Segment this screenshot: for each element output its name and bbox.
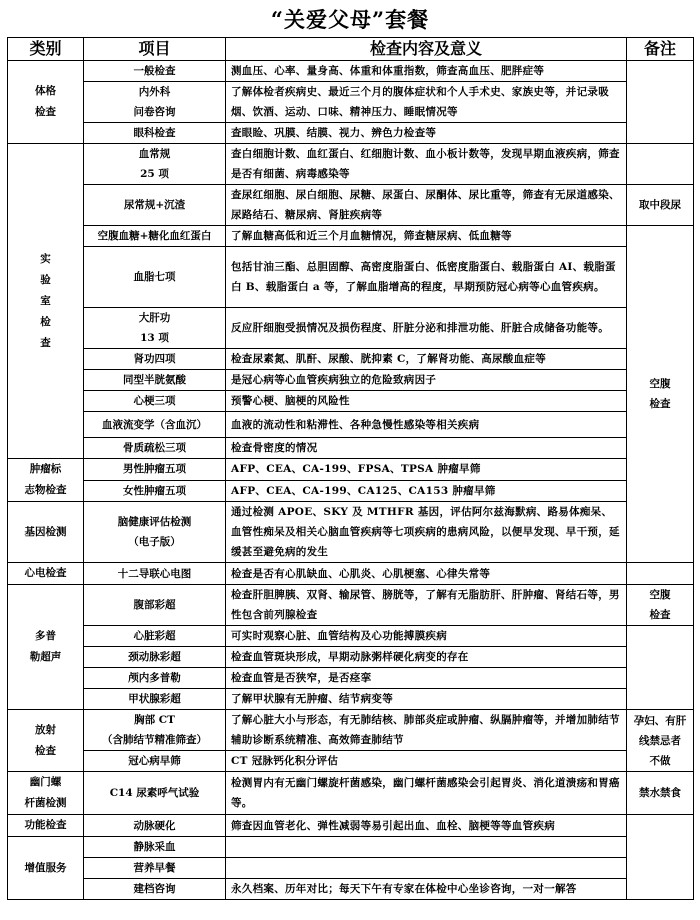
content-cell: 可实时观察心脏、血管结构及心功能搏膜疾病 — [226, 626, 627, 647]
item-cell: 血脂七项 — [84, 247, 226, 308]
item-cell: 动脉硬化 — [84, 815, 226, 837]
header-item: 项目 — [84, 38, 226, 61]
content-cell: 预警心梗、脑梗的风险性 — [226, 391, 627, 412]
note-radiation: 孕妇、有肝 线禁忌者 不做 — [627, 710, 694, 772]
content-cell: 血液的流动性和粘滞性、各种急慢性感染等相关疾病 — [226, 412, 627, 438]
header-note: 备注 — [627, 38, 694, 61]
table-row — [8, 480, 694, 502]
item-cell: 冠心病早筛 — [84, 751, 226, 772]
item-cell: 颅内多普勒 — [84, 668, 226, 689]
table-row — [8, 185, 694, 226]
table-row — [8, 879, 694, 900]
content-cell: 反应肝细胞受损情况及损伤程度、肝脏分泌和排泄功能、肝脏合成储备功能等。 — [226, 308, 627, 349]
table-row — [8, 585, 694, 626]
table-row — [8, 626, 694, 647]
category-ecg: 心电检查 — [8, 563, 84, 585]
content-cell: 检查尿素氮、肌酐、尿酸、胱抑素 C，了解肾功能、高尿酸血症等 — [226, 349, 627, 370]
content-cell: 了解血糖高低和近三个月血糖情况，筛查糖尿病、低血糖等 — [226, 226, 627, 247]
content-cell: 是冠心病等心血管疾病独立的危险致病因子 — [226, 370, 627, 391]
content-cell: 检测胃内有无幽门螺旋杆菌感染，幽门螺杆菌感染会引起胃炎、消化道溃疡和胃癌等。 — [226, 772, 627, 815]
item-cell: 骨质疏松三项 — [84, 438, 226, 459]
category-value-added: 增值服务 — [8, 837, 84, 900]
item-cell: 胸部 CT （含肺结节精准筛查） — [84, 710, 226, 751]
package-table — [7, 37, 694, 900]
item-cell: 血液流变学（含血沉） — [84, 412, 226, 438]
table-row — [8, 308, 694, 349]
category-lab: 实 验 室 检 查 — [8, 144, 84, 459]
content-cell: 永久档案、历年对比；每天下午有专家在体检中心坐诊咨询，一对一解答 — [226, 879, 627, 900]
note-hp: 禁水禁食 — [627, 772, 694, 815]
item-cell: 血常规 25 项 — [84, 144, 226, 185]
table-row — [8, 247, 694, 308]
content-cell: 了解心脏大小与形态，有无肺结核、肺部炎症或肿瘤、纵膈肿瘤等，并增加肺结节辅助诊断系统精准、高效筛查肺结节 — [226, 710, 627, 751]
content-cell: 了解体检者疾病史、最近三个月的腹体症状和个人手术史、家族史等，并记录吸烟、饮酒、运动、口味、精神压力、睡眠情况等 — [226, 82, 627, 123]
note-cell — [627, 61, 694, 144]
item-cell: 一般检查 — [84, 61, 226, 82]
table-row — [8, 668, 694, 689]
table-row — [8, 412, 694, 438]
item-cell: 腹部彩超 — [84, 585, 226, 626]
category-physical: 体格 检查 — [8, 61, 84, 144]
table-row — [8, 61, 694, 82]
table-row — [8, 647, 694, 668]
category-gene: 基因检测 — [8, 502, 84, 563]
category-tumor: 肿瘤标 志物检查 — [8, 459, 84, 502]
item-cell: 营养早餐 — [84, 858, 226, 879]
item-cell: 建档咨询 — [84, 879, 226, 900]
item-cell: 尿常规+沉渣 — [84, 185, 226, 226]
content-cell: 查尿红细胞、尿白细胞、尿糖、尿蛋白、尿酮体、尿比重等，筛查有无尿道感染、尿路结石、糖尿病、肾脏疾病等 — [226, 185, 627, 226]
content-cell: AFP、CEA、CA-199、FPSA、TPSA 肿瘤早筛 — [226, 459, 627, 481]
item-cell: 同型半胱氨酸 — [84, 370, 226, 391]
table-row — [8, 123, 694, 144]
table-row — [8, 391, 694, 412]
item-cell: 静脉采血 — [84, 837, 226, 858]
content-cell: AFP、CEA、CA-199、CA125、CA153 肿瘤早筛 — [226, 480, 627, 502]
table-row — [8, 858, 694, 879]
table-row — [8, 689, 694, 710]
content-cell: 检查骨密度的情况 — [226, 438, 627, 459]
table-row — [8, 563, 694, 585]
content-cell: 通过检测 APOE、SKY 及 MTHFR 基因，评估阿尔兹海默病、路易体痴呆、血管性痴呆及相关心脑血管疾病等七项疾病的患病风险，以便早发现、早干预，延缓甚至避免病的发生 — [226, 502, 627, 563]
note-cell — [627, 815, 694, 900]
table-row — [8, 772, 694, 815]
table-row — [8, 815, 694, 837]
item-cell: 心梗三项 — [84, 391, 226, 412]
item-cell: 十二导联心电图 — [84, 563, 226, 585]
content-cell — [226, 858, 627, 879]
item-cell: 内外科 问卷咨询 — [84, 82, 226, 123]
item-cell: 大肝功 13 项 — [84, 308, 226, 349]
content-cell — [226, 837, 627, 858]
category-radiation: 放射 检查 — [8, 710, 84, 772]
content-cell: 查白细胞计数、血红蛋白、红细胞计数、血小板计数等，发现早期血液疾病，筛查是否有细菌、病毒感染等 — [226, 144, 627, 185]
note-fasting: 空腹 检查 — [627, 226, 694, 563]
content-cell: 检查血管斑块形成，早期动脉粥样硬化病变的存在 — [226, 647, 627, 668]
item-cell: 心脏彩超 — [84, 626, 226, 647]
page-title: “关爱父母”套餐 — [270, 7, 430, 32]
content-cell: 检查血管是否狭窄，是否痉挛 — [226, 668, 627, 689]
content-cell: 检查是否有心肌缺血、心肌炎、心肌梗塞、心律失常等 — [226, 563, 627, 585]
table-row — [8, 349, 694, 370]
header-content: 检查内容及意义 — [226, 38, 627, 61]
table-row — [8, 144, 694, 185]
item-cell: 女性肿瘤五项 — [84, 480, 226, 502]
table-row — [8, 502, 694, 563]
content-cell: 了解甲状腺有无肿瘤、结节病变等 — [226, 689, 627, 710]
item-cell: 男性肿瘤五项 — [84, 459, 226, 481]
item-cell: 眼科检查 — [84, 123, 226, 144]
table-row — [8, 837, 694, 858]
item-cell: 空腹血糖+糖化血红蛋白 — [84, 226, 226, 247]
item-cell: 甲状腺彩超 — [84, 689, 226, 710]
note-abdomen: 空腹 检查 — [627, 585, 694, 626]
content-cell: 筛查因血管老化、弹性减弱等易引起出血、血栓、脑梗等等血管疾病 — [226, 815, 627, 837]
note-urine: 取中段尿 — [627, 185, 694, 226]
category-ultrasound: 多普 勒超声 — [8, 585, 84, 710]
note-cell — [627, 563, 694, 585]
note-cell — [627, 626, 694, 710]
content-cell: 包括甘油三酯、总胆固醇、高密度脂蛋白、低密度脂蛋白、载脂蛋白 AI、载脂蛋白 B、载脂蛋白 a 等，了解血脂增高的程度，早期预防冠心病等心血管疾病。 — [226, 247, 627, 308]
table-row — [8, 459, 694, 481]
item-cell: 脑健康评估检测 （电子版） — [84, 502, 226, 563]
table-row — [8, 82, 694, 123]
table-row — [8, 370, 694, 391]
content-cell: CT 冠脉钙化积分评估 — [226, 751, 627, 772]
item-cell: C14 尿素呼气试验 — [84, 772, 226, 815]
item-cell: 颈动脉彩超 — [84, 647, 226, 668]
table-row — [8, 226, 694, 247]
content-cell: 检查肝胆脾胰、双肾、输尿管、膀胱等，了解有无脂肪肝、肝肿瘤、肾结石等，男性包含前列腺检查 — [226, 585, 627, 626]
table-row — [8, 438, 694, 459]
table-row — [8, 710, 694, 751]
content-cell: 测血压、心率、量身高、体重和体重指数，筛查高血压、肥胖症等 — [226, 61, 627, 82]
content-cell: 查眼睑、巩膜、结膜、视力、辨色力检查等 — [226, 123, 627, 144]
category-hp: 幽门螺 杆菌检测 — [8, 772, 84, 815]
table-row — [8, 751, 694, 772]
item-cell: 肾功四项 — [84, 349, 226, 370]
note-cell — [627, 144, 694, 185]
category-function: 功能检查 — [8, 815, 84, 837]
header-category: 类别 — [8, 38, 84, 61]
header-row — [8, 38, 694, 61]
